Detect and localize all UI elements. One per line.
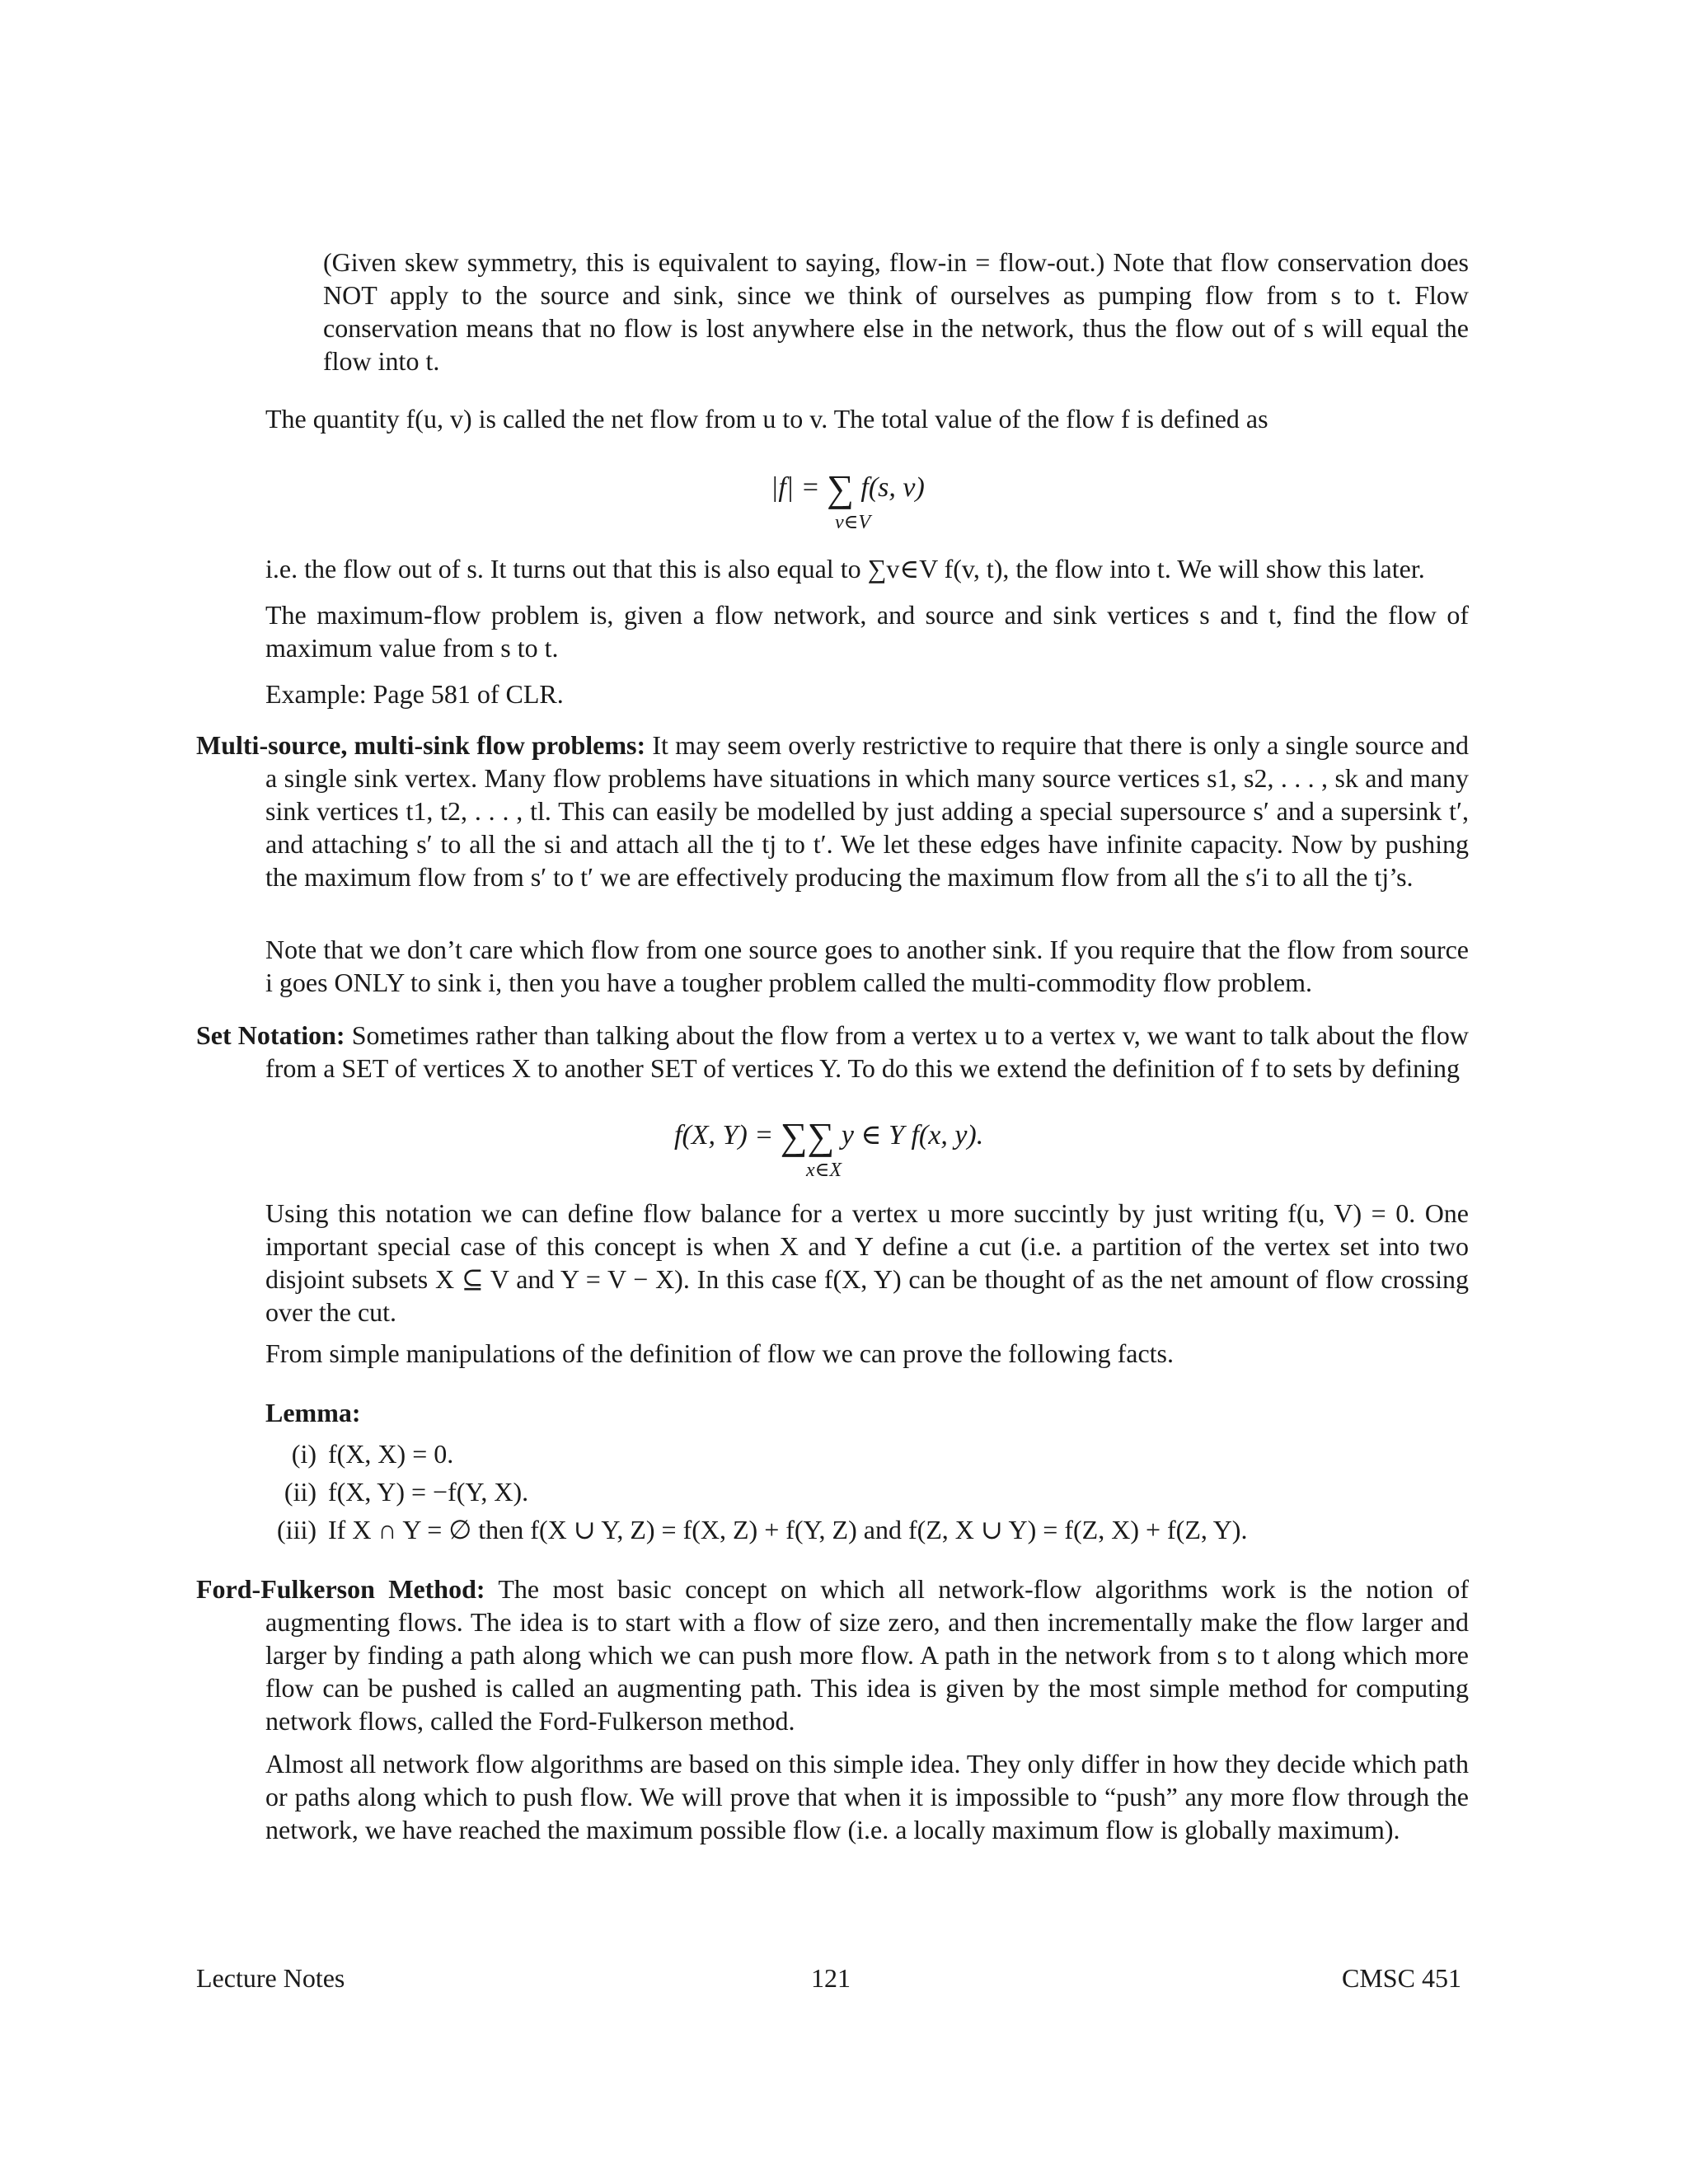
sum-symbol: ∑ [780, 1115, 808, 1157]
paragraph-flow-out: i.e. the flow out of s. It turns out that this is also equal to ∑v∈V f(v, t), the flow into t. We will show this later. [265, 554, 1425, 583]
sum-subscript: x∈X [806, 1160, 842, 1181]
section-set-notation: Set Notation: Sometimes rather than talking about the flow from a vertex u to a vertex v, we want to talk about the flow from a SET of vertices X to another SET of vertices Y. To do this we extend the definition of f to sets by defining [196, 1020, 1470, 1083]
paragraph-cut: Using this notation we can define flow balance for a vertex u more succintly by just writing f(u, V) = 0. One important special case of this concept is when X and Y define a cut (i.e. a partition of the vertex set into two disjoint subsets X ⊆ V and Y = V − X). In this case f(X, Y) can be thought of as the net amount of flow crossing over the cut. [265, 1198, 1469, 1327]
lemma-item: (iii) If X ∩ Y = ∅ then f(X ∪ Y, Z) = f(X, Z) + f(Y, Z) and f(Z, X ∪ Y) = f(Z, X) + f(Z, Y). [277, 1515, 1248, 1544]
lemma-item: (i) f(X, X) = 0. [291, 1439, 454, 1469]
paragraph-max-flow-problem: The maximum-flow problem is, given a flow network, and source and sink vertices s and t, find the flow of maximum value from s to t. [265, 600, 1469, 663]
section-heading: Ford-Fulkerson Method: [196, 1574, 485, 1604]
section-ford-fulkerson: Ford-Fulkerson Method: The most basic concept on which all network-flow algorithms work is the notion of augmenting flows. The idea is to start with a flow of size zero, and then incrementally make the flow larger and larger by finding a path along which we can push more flow. A path in the network from s to t along which more flow can be pushed is called an augmenting path. This idea is given by the most simple method for computing network flows, called the Ford-Fulkerson method. [196, 1574, 1470, 1736]
paragraph-multi-commodity: Note that we don’t care which flow from one source goes to another sink. If you require that the flow from source i goes ONLY to sink i, then you have a tougher problem called the multi-commodity flow problem. [265, 935, 1469, 997]
paragraph-example: Example: Page 581 of CLR. [265, 679, 564, 709]
lemma-title: Lemma: [265, 1398, 361, 1427]
sum-symbol: ∑ [807, 1115, 835, 1157]
lemma-item: (ii) f(X, Y) = −f(Y, X). [284, 1477, 529, 1507]
sum-subscript: v∈V [835, 512, 871, 533]
section-heading: Multi-source, multi-sink flow problems: [196, 730, 646, 760]
footer-right: CMSC 451 [1342, 1963, 1461, 1993]
section-heading: Set Notation: [196, 1020, 345, 1050]
equation-set-flow: f(X, Y) = ∑∑ y ∈ Y f(x, y). x∈X [674, 1119, 983, 1153]
paragraph-facts: From simple manipulations of the definition of flow we can prove the following facts. [265, 1338, 1174, 1368]
paragraph-net-flow: The quantity f(u, v) is called the net flow from u to v. The total value of the flow f is defined as [265, 404, 1268, 434]
footer-left: Lecture Notes [196, 1963, 345, 1993]
paragraph-augmenting: Almost all network flow algorithms are based on this simple idea. They only differ in how they decide which path or paths along which to push flow. We will prove that when it is impossible to “push” any more flow through the network, we have reached the maximum possible flow (i.e. a locally maximum flow is globally maximum). [265, 1749, 1469, 1844]
paragraph-flow-conservation: (Given skew symmetry, this is equivalent to saying, flow-in = flow-out.) Note that flow conservation does NOT apply to the source and sink, since we think of ourselves as pumping flow from s to t. Flow conservation means that no flow is lost anywhere else in the network, thus the flow out of s will equal the flow into t. [323, 247, 1469, 376]
page-number: 121 [811, 1963, 851, 1993]
section-multi-source: Multi-source, multi-sink flow problems: It may seem overly restrictive to require that there is only a single source and a single sink vertex. Many flow problems have situations in which many source vertices s1, s2, . . . , sk and many sink vertices t1, t2, . . . , tl. This can easily be modelled by just adding a special supersource s′ and a supersink t′, and attaching s′ to all the si and attach all the tj to t′. We let these edges have infinite capacity. Now by pushing the maximum flow from s′ to t′ we are effectively producing the maximum flow from all the s′i to all the tj’s. [196, 730, 1470, 892]
sum-symbol: ∑ [827, 467, 854, 509]
equation-flow-value: |f| = ∑ f(s, v) v∈V [771, 471, 925, 505]
